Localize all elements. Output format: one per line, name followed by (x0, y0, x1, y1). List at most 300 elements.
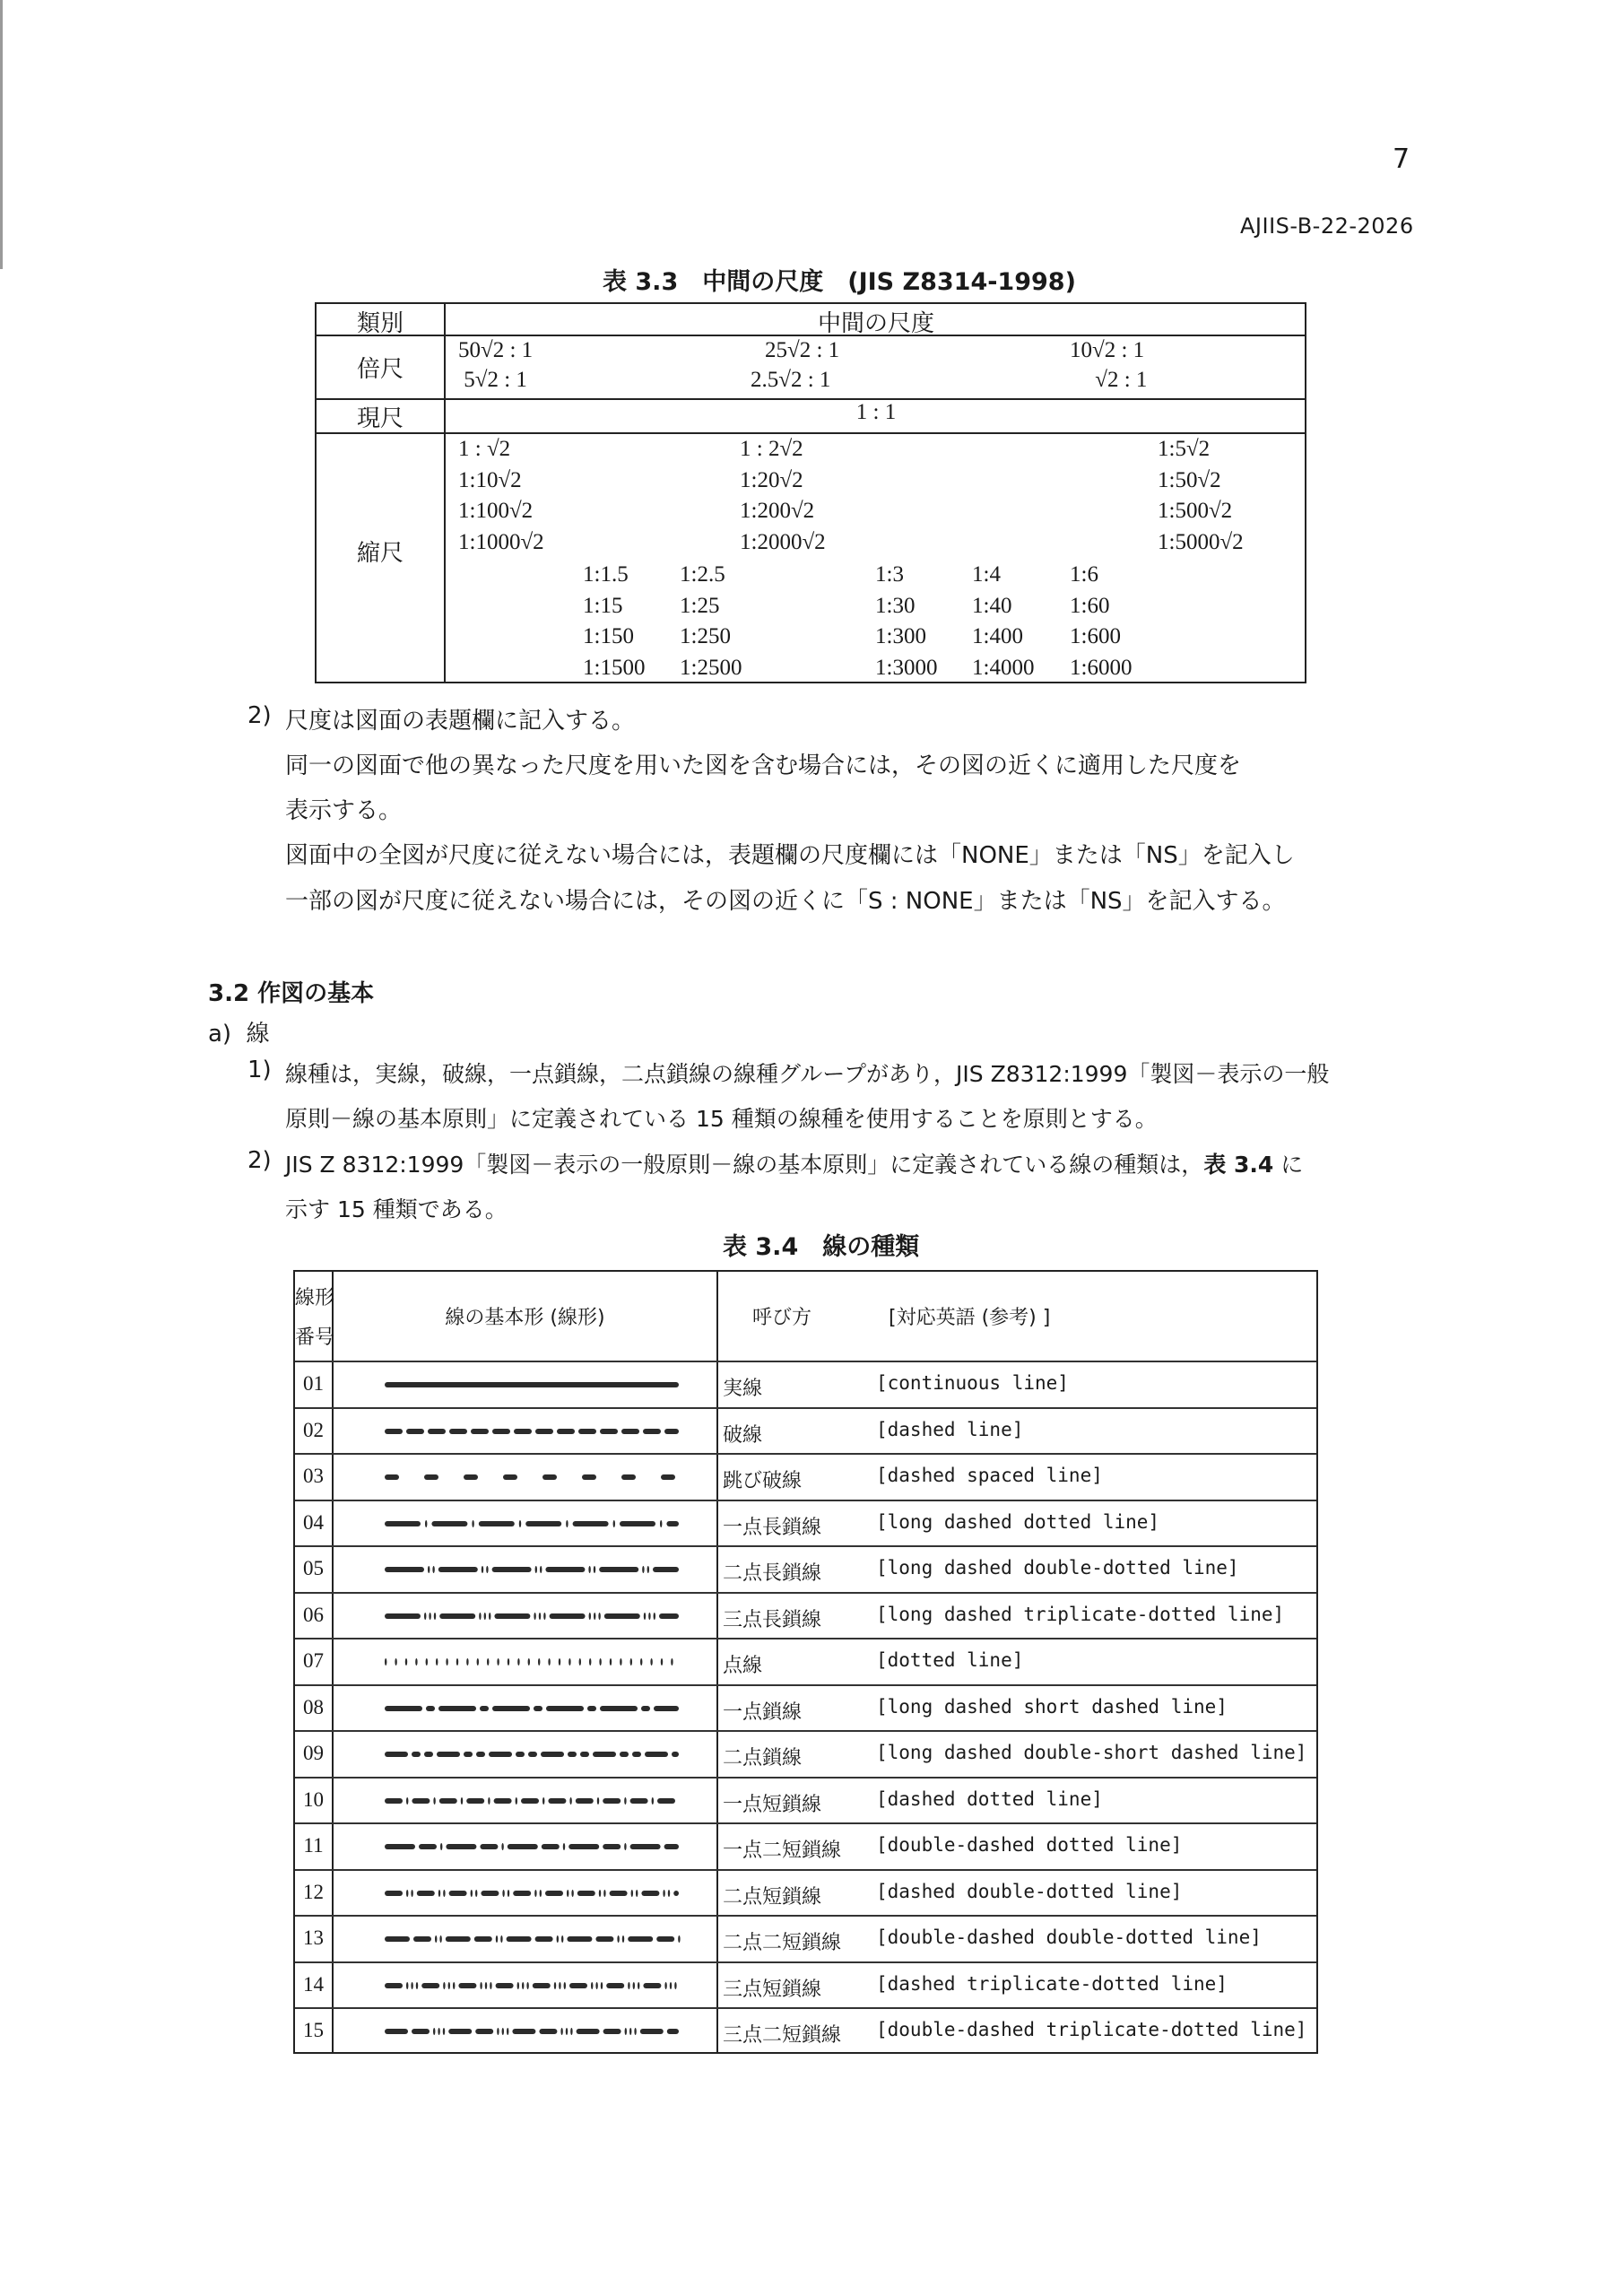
line-segment (424, 1474, 438, 1480)
line-segment (534, 1613, 535, 1620)
line-number: 13 (303, 1926, 324, 1949)
line-segment (508, 1844, 538, 1849)
line-segment (424, 1752, 433, 1757)
line-number: 01 (303, 1372, 324, 1395)
line-pattern-long-dash-double-short-dash (378, 1748, 686, 1761)
line-segment (412, 1752, 421, 1757)
line-segment (453, 1982, 455, 1989)
line-segment (514, 1429, 532, 1434)
line-pattern-dotted (378, 1656, 686, 1668)
line-segment (638, 1982, 639, 1989)
line-segment (557, 1429, 575, 1434)
scale-value: 1:10√2 (458, 467, 522, 492)
line-segment (385, 1521, 421, 1526)
line-segment (617, 1935, 619, 1943)
line-segment (385, 1382, 679, 1387)
line-name-jp: 点線 (723, 1655, 763, 1677)
line-segment (604, 1613, 640, 1619)
line-segment (640, 1658, 642, 1665)
line-segment (542, 1797, 544, 1805)
line-segment (458, 1983, 476, 1988)
line-number: 04 (303, 1510, 324, 1534)
line-segment (534, 1890, 536, 1897)
line-segment (438, 1706, 476, 1711)
line-segment (443, 1890, 445, 1897)
line-segment (436, 1658, 438, 1665)
header-shape: 線の基本形 (線形) (445, 1307, 605, 1329)
line-segment (496, 1983, 514, 1988)
reduction-label: 縮尺 (356, 540, 404, 567)
line-segment (434, 1613, 436, 1620)
line-segment (486, 1566, 488, 1573)
line-segment (406, 1429, 424, 1434)
line-segment (385, 1658, 386, 1665)
scale-value: 1:200√2 (740, 499, 815, 523)
line-segment (621, 1429, 639, 1434)
line-segment (579, 1658, 581, 1665)
line-segment (666, 1521, 679, 1526)
line-segment (594, 1613, 595, 1620)
table-row (295, 1592, 1316, 1639)
line-segment (433, 2028, 435, 2035)
line-name-jp: 一点二短鎖線 (723, 1839, 842, 1862)
line-segment (603, 1844, 621, 1849)
line-segment (664, 1844, 679, 1849)
line-segment (484, 1613, 486, 1620)
line-segment (603, 2029, 621, 2034)
column-divider (444, 304, 446, 682)
sub-heading: a) 線 (208, 1021, 270, 1048)
scale-value: 1:4 (972, 562, 1001, 587)
line-segment (385, 1844, 415, 1849)
line-pattern-double-dash-double-dot (378, 1933, 686, 1945)
line-segment (622, 1935, 624, 1943)
line-segment (620, 1752, 629, 1757)
item-2-line: 示す 15 種類である。 (285, 1196, 508, 1222)
line-name-en: [double-dashed double-dotted line] (876, 1926, 1262, 1948)
line-segment (587, 1706, 596, 1711)
line-segment (489, 1613, 490, 1620)
scale-value: 1:2500 (680, 655, 742, 680)
item-2-marker: 2) (247, 1147, 272, 1174)
line-segment (628, 1936, 653, 1942)
line-segment (471, 1890, 473, 1897)
table-row (295, 1822, 1316, 1869)
scale-value: 1:40 (972, 593, 1012, 618)
line-segment (659, 1613, 679, 1619)
line-segment (643, 1983, 661, 1988)
line-segment (589, 1613, 591, 1620)
line-number: 12 (303, 1880, 324, 1903)
line-segment (494, 1613, 530, 1619)
line-name-jp: 一点短鎖線 (723, 1793, 822, 1816)
line-segment (589, 1658, 591, 1665)
item-1-line: 原則－線の基本原則」に定義されている 15 種類の線種を使用することを原則とする。 (285, 1106, 1158, 1132)
line-segment (641, 1706, 650, 1711)
full-size-value: 1 : 1 (855, 400, 897, 424)
scale-value: 1 : 2√2 (740, 437, 803, 461)
line-segment (512, 2029, 535, 2034)
line-segment (606, 1983, 624, 1988)
line-segment (428, 1566, 430, 1573)
line-segment (661, 1658, 663, 1665)
line-name-jp: 跳び破線 (723, 1470, 803, 1492)
table-row (295, 1684, 1316, 1731)
line-segment (492, 1567, 532, 1572)
line-segment (621, 1474, 636, 1480)
line-segment (541, 1752, 564, 1757)
line-segment (610, 1658, 612, 1665)
line-segment (539, 1613, 541, 1620)
table-row (295, 1638, 1316, 1684)
header-name: 呼び方 (752, 1307, 812, 1329)
table-3-3 (315, 302, 1306, 683)
line-number: 14 (303, 1972, 324, 1996)
line-segment (542, 1474, 557, 1480)
line-segment (476, 1752, 485, 1757)
line-segment (405, 1658, 407, 1665)
line-segment (624, 1797, 626, 1805)
full-size-label: 現尺 (356, 405, 404, 432)
item-1-marker: 1) (247, 1057, 272, 1083)
line-segment (643, 1429, 661, 1434)
scale-value: 1:2.5 (680, 562, 725, 587)
line-segment (419, 1844, 437, 1849)
line-segment (501, 1843, 503, 1850)
note-2-line: 尺度は図面の表題欄に記入する。 (285, 708, 636, 735)
line-pattern-double-dash-triple-dot (378, 2025, 686, 2038)
table-3-4-reference: 表 3.4 (1203, 1152, 1274, 1178)
line-segment (490, 1982, 491, 1989)
table-row (295, 1961, 1316, 2008)
line-segment (415, 1658, 417, 1665)
line-pattern-double-dash-dot (378, 1840, 686, 1853)
line-name-en: [long dashed triplicate-dotted line] (876, 1603, 1285, 1625)
line-segment (671, 1658, 673, 1665)
line-segment (385, 1936, 410, 1942)
line-segment (674, 1982, 676, 1989)
line-segment (633, 1982, 635, 1989)
line-segment (661, 1474, 675, 1480)
line-segment (385, 1567, 424, 1572)
line-segment (503, 1474, 517, 1480)
line-segment (546, 1706, 584, 1711)
scale-value: 1:60 (1070, 593, 1110, 618)
page-number: 7 (1393, 144, 1410, 175)
line-pattern-dashed (378, 1425, 686, 1438)
line-segment (576, 1798, 594, 1804)
line-name-en: [dashed dotted line] (876, 1787, 1103, 1810)
table-row (295, 2007, 1316, 2054)
line-name-jp: 三点長鎖線 (723, 1608, 822, 1631)
line-segment (599, 1658, 601, 1665)
line-segment (438, 1567, 478, 1572)
line-segment (625, 2028, 627, 2035)
header-number-line1: 線形 (295, 1287, 335, 1309)
line-segment (385, 1752, 408, 1757)
line-segment (497, 2028, 499, 2035)
line-segment (654, 1613, 655, 1620)
scale-value: 1:250 (680, 624, 731, 648)
line-number: 03 (303, 1465, 324, 1487)
line-segment (428, 1429, 446, 1434)
line-segment (670, 1982, 672, 1989)
line-segment (489, 1752, 512, 1757)
line-number: 15 (303, 2019, 324, 2041)
line-segment (502, 2028, 504, 2035)
line-segment (426, 1706, 435, 1711)
item-2-text: に (1273, 1152, 1304, 1178)
table-row (295, 1869, 1316, 1916)
line-segment (492, 1429, 510, 1434)
line-segment (461, 1797, 463, 1805)
line-segment (644, 1613, 646, 1620)
note-2-line: 一部の図が尺度に従えない場合には，その図の近くに「S : NONE」または「NS」を記入する。 (285, 888, 1286, 915)
line-segment (668, 1890, 670, 1897)
line-name-en: [long dashed double-short dashed line] (876, 1742, 1307, 1763)
line-segment (464, 1752, 473, 1757)
line-name-jp: 三点短鎖線 (723, 1978, 822, 2001)
line-segment (641, 1891, 659, 1896)
line-segment (485, 1982, 487, 1989)
line-segment (657, 1798, 675, 1804)
table-row (295, 1777, 1316, 1823)
line-segment (446, 1844, 476, 1849)
scale-value: 1:6000 (1070, 655, 1133, 680)
line-name-en: [dotted line] (876, 1649, 1024, 1671)
header-english: [対応英語 (参考) ] (889, 1307, 1051, 1329)
line-segment (494, 1798, 512, 1804)
line-segment (385, 1474, 399, 1480)
line-segment (566, 1520, 568, 1527)
line-segment (385, 1983, 403, 1988)
line-segment (516, 1797, 517, 1805)
item-1-line: 線種は，実線，破線，一点鎖線，二点鎖線の線種グループがあり，JIS Z8312:1999「製図－表示の一般 (285, 1061, 1330, 1087)
line-segment (561, 1935, 563, 1943)
line-segment (385, 2029, 408, 2034)
line-segment (477, 1658, 479, 1665)
line-segment (488, 1797, 490, 1805)
line-segment (435, 1935, 437, 1943)
line-segment (535, 1429, 553, 1434)
line-segment (568, 1658, 570, 1665)
line-segment (406, 1797, 408, 1805)
line-segment (385, 1429, 403, 1434)
scale-value: 1:4000 (972, 655, 1035, 680)
line-number: 08 (303, 1695, 324, 1718)
line-segment (474, 1936, 492, 1942)
line-segment (569, 1983, 587, 1988)
line-segment (597, 1797, 599, 1805)
table-3-4-caption: 表 3.4 線の種類 (723, 1233, 920, 1261)
line-segment (663, 1890, 664, 1897)
line-segment (448, 2029, 472, 2034)
line-segment (652, 1797, 654, 1805)
line-segment (595, 1936, 613, 1942)
line-segment (446, 1936, 471, 1942)
line-segment (417, 1891, 435, 1896)
scale-value: 1:600 (1070, 624, 1121, 648)
line-segment (472, 1520, 473, 1527)
enlargement-label: 倍尺 (356, 356, 404, 383)
line-segment (672, 1752, 679, 1757)
line-segment (482, 1566, 483, 1573)
line-segment (678, 1935, 680, 1943)
line-segment (630, 1844, 661, 1849)
line-segment (533, 1983, 551, 1988)
note-2-line: 表示する。 (285, 797, 403, 824)
line-segment (667, 2029, 679, 2034)
table-3-3-caption: 表 3.3 中間の尺度 (JIS Z8314-1998) (603, 268, 1076, 296)
line-segment (439, 1613, 475, 1619)
line-name-jp: 二点長鎖線 (723, 1562, 822, 1585)
line-name-en: [long dashed short dashed line] (876, 1695, 1228, 1718)
line-segment (535, 1936, 553, 1942)
line-segment (563, 1843, 565, 1850)
line-segment (557, 1935, 559, 1943)
scale-value: 1 : √2 (458, 437, 511, 461)
line-segment (567, 1936, 592, 1942)
line-segment (395, 1658, 396, 1665)
line-segment (481, 1891, 499, 1896)
line-segment (593, 1752, 616, 1757)
line-pattern-long-dash-dot (378, 1518, 686, 1530)
line-segment (429, 1613, 430, 1620)
line-segment (519, 1520, 521, 1527)
line-segment (425, 1520, 427, 1527)
table-row (295, 1500, 1316, 1546)
item-2-text: JIS Z 8312:1999「製図－表示の一般原則－線の基本原則」に定義されている線の種類は， (285, 1152, 1204, 1178)
line-pattern-long-dash-double-dot (378, 1563, 686, 1576)
line-segment (548, 1658, 550, 1665)
line-pattern-dash-dot (378, 1795, 686, 1807)
line-number: 07 (303, 1649, 324, 1672)
line-pattern-long-dash-short-dash (378, 1702, 686, 1715)
line-segment (613, 1520, 615, 1527)
line-segment (545, 1567, 585, 1572)
line-segment (588, 1566, 590, 1573)
line-pattern-continuous (378, 1378, 686, 1391)
line-segment (554, 1982, 556, 1989)
note-2-marker: 2) (247, 702, 272, 729)
line-segment (573, 1521, 609, 1526)
line-segment (496, 1935, 498, 1943)
line-segment (567, 1890, 568, 1897)
line-segment (464, 1474, 478, 1480)
line-name-en: [dashed line] (876, 1418, 1024, 1440)
line-segment (440, 1843, 442, 1850)
scale-value: √2 : 1 (1089, 368, 1148, 392)
line-segment (411, 1890, 412, 1897)
line-segment (630, 1658, 632, 1665)
line-segment (492, 1706, 530, 1711)
scale-value: 1:6 (1070, 562, 1098, 587)
line-segment (631, 1890, 633, 1897)
line-segment (620, 1521, 655, 1526)
table-row (295, 1407, 1316, 1454)
table-row (295, 1453, 1316, 1500)
line-segment (507, 1936, 532, 1942)
line-segment (632, 1752, 641, 1757)
line-name-jp: 二点鎖線 (723, 1747, 803, 1770)
line-name-en: [dashed double-dotted line] (876, 1880, 1183, 1902)
line-name-en: [continuous line] (876, 1372, 1069, 1394)
scale-value: 1:50√2 (1158, 467, 1221, 492)
line-segment (569, 1797, 571, 1805)
line-name-jp: 二点二短鎖線 (723, 1932, 842, 1954)
line-segment (653, 1567, 679, 1572)
scale-value: 1:25 (680, 593, 720, 618)
line-segment (603, 1798, 621, 1804)
line-segment (479, 1521, 515, 1526)
line-pattern-long-dash-triple-dot (378, 1610, 686, 1622)
note-2-line: 図面中の全図が尺度に従えない場合には，表題欄の尺度欄には「NONE」または「NS」を記入し (285, 842, 1295, 869)
line-segment (600, 1706, 638, 1711)
scale-value: 1:1000√2 (458, 529, 544, 554)
scale-value: 1:100√2 (458, 499, 534, 523)
scale-value: 1:1500 (583, 655, 646, 680)
table-row (295, 1915, 1316, 1961)
line-segment (513, 1891, 531, 1896)
line-name-jp: 実線 (723, 1378, 763, 1400)
line-segment (580, 1752, 589, 1757)
line-number: 02 (303, 1418, 324, 1441)
line-number: 10 (303, 1787, 324, 1811)
line-segment (664, 1429, 679, 1434)
line-segment (385, 1798, 403, 1804)
line-segment (446, 1658, 447, 1665)
line-segment (438, 1890, 440, 1897)
scale-value: 1:20√2 (740, 467, 803, 492)
line-segment (636, 1890, 638, 1897)
line-segment (595, 1982, 597, 1989)
line-segment (624, 1843, 626, 1850)
line-segment (449, 1891, 467, 1896)
line-segment (412, 2029, 430, 2034)
line-name-jp: 破線 (723, 1423, 763, 1447)
line-segment (656, 1936, 674, 1942)
line-name-jp: 三点二短鎖線 (723, 2024, 842, 2047)
line-segment (610, 1891, 628, 1896)
scale-value: 1:500√2 (1158, 499, 1233, 523)
note-2-line: 同一の図面で他の異なった尺度を用いた図を含む場合には，その図の近くに適用した尺度を (285, 752, 1242, 779)
line-segment (534, 1706, 542, 1711)
line-segment (517, 1658, 519, 1665)
line-segment (577, 2029, 600, 2034)
line-segment (500, 1935, 502, 1943)
scale-value: 1:150 (583, 624, 634, 648)
line-segment (480, 1982, 482, 1989)
line-segment (542, 1844, 560, 1849)
header-scales: 中間の尺度 (817, 310, 934, 337)
line-segment (538, 1658, 540, 1665)
scale-value: 1:5000√2 (1158, 529, 1244, 554)
line-segment (385, 1613, 421, 1619)
line-segment (525, 1521, 561, 1526)
scale-value: 1:5√2 (1158, 437, 1211, 461)
line-segment (516, 1752, 525, 1757)
line-pattern-dashed-spaced (378, 1471, 686, 1483)
line-name-en: [dashed spaced line] (876, 1465, 1103, 1486)
line-segment (508, 1658, 509, 1665)
line-segment (449, 1429, 467, 1434)
line-segment (628, 1982, 629, 1989)
line-segment (507, 2028, 508, 2035)
line-number: 06 (303, 1603, 324, 1626)
line-segment (471, 1429, 489, 1434)
line-segment (571, 1890, 573, 1897)
line-segment (437, 1752, 460, 1757)
